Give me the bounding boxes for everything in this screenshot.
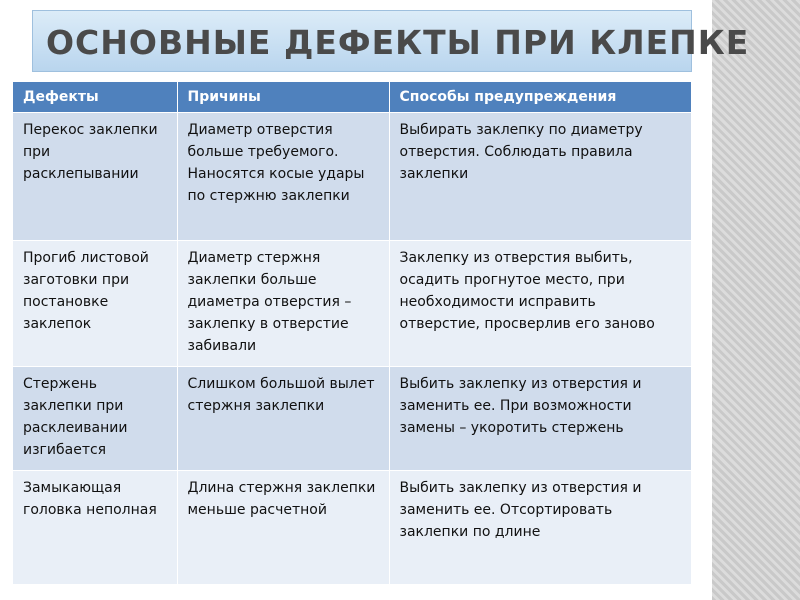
defects-table xyxy=(13,82,692,584)
table-row xyxy=(13,366,691,470)
defect-text: Стержень заклепки при расклеивании изгибается xyxy=(23,375,128,458)
prevention-cell xyxy=(389,366,691,470)
prevention-cell xyxy=(389,470,691,584)
defect-cell xyxy=(13,470,177,584)
prevention-text: Выбирать заклепку по диаметру отверстия. Соблюдать правила заклепки xyxy=(399,121,643,182)
prevention-cell xyxy=(389,240,691,366)
column-header-defects: Дефекты xyxy=(13,82,177,112)
cause-cell xyxy=(177,112,389,240)
table-row xyxy=(13,112,691,240)
prevention-text: Выбить заклепку из отверстия и заменить ее. Отсортировать заклепки по длине xyxy=(399,479,642,540)
prevention-text: Заклепку из отверстия выбить, осадить прогнутое место, при необходимости исправить отверстие, просверлив его заново xyxy=(399,249,655,332)
table-header-row xyxy=(13,82,691,112)
defect-text: Прогиб листовой заготовки при постановке заклепок xyxy=(23,249,149,332)
defect-cell xyxy=(13,366,177,470)
cause-cell xyxy=(177,470,389,584)
cause-text: Диаметр стержня заклепки больше диаметра отверстия – заклепку в отверстие забивали xyxy=(187,249,352,354)
defect-text: Замыкающая головка неполная xyxy=(23,479,157,518)
column-header-prevention: Способы предупреждения xyxy=(389,82,691,112)
cause-text: Диаметр отверстия больше требуемого. Наносятся косые удары по стержню заклепки xyxy=(187,121,365,204)
title-banner xyxy=(32,10,750,72)
column-header-causes: Причины xyxy=(177,82,389,112)
table-row xyxy=(13,470,691,584)
defect-cell xyxy=(13,112,177,240)
cause-text: Слишком большой вылет стержня заклепки xyxy=(187,375,375,414)
defect-text: Перекос заклепки при расклепывании xyxy=(23,121,158,182)
cause-text: Длина стержня заклепки меньше расчетной xyxy=(187,479,376,518)
prevention-cell xyxy=(389,112,691,240)
prevention-text: Выбить заклепку из отверстия и заменить ее. При возможности замены – укоротить стержень xyxy=(399,375,642,436)
table-row xyxy=(13,240,691,366)
cause-cell xyxy=(177,366,389,470)
decorative-stripes xyxy=(712,0,800,600)
defect-cell xyxy=(13,240,177,366)
cause-cell xyxy=(177,240,389,366)
page-title: ОСНОВНЫЕ ДЕФЕКТЫ ПРИ КЛЕПКЕ xyxy=(46,23,750,62)
